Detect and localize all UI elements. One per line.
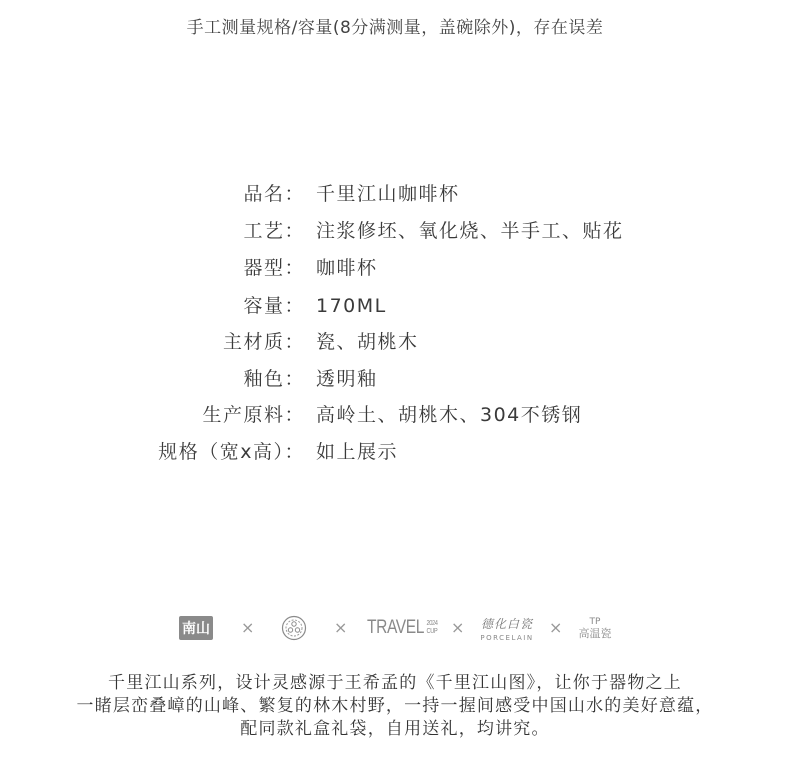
tp-logo-cn: 高温瓷 <box>578 626 612 640</box>
spec-value: 170ML <box>316 295 387 317</box>
spec-row-name <box>0 180 790 208</box>
description-line: 配同款礼盒礼袋，自用送礼，均讲究。 <box>240 719 550 739</box>
spec-row-raw-material <box>0 401 790 429</box>
separator: × <box>334 618 348 637</box>
spec-value: 高岭土、胡桃木、304不锈钢 <box>316 404 583 426</box>
spec-row-glaze <box>0 365 790 393</box>
spec-key: 工艺： <box>243 220 305 242</box>
travel-logo-text: TRAVEL <box>367 617 425 638</box>
separator: × <box>549 618 563 637</box>
dehua-porcelain-logo <box>478 608 536 648</box>
spec-key: 容量： <box>243 295 305 317</box>
spec-key: 规格（宽x高）： <box>158 441 305 463</box>
spec-key: 器型： <box>243 257 305 279</box>
dehua-logo-en: PORCELAIN <box>480 633 534 642</box>
spec-row-capacity <box>0 292 790 320</box>
spec-value: 注浆修坯、氧化烧、半手工、贴花 <box>316 220 624 242</box>
brand-logo-strip <box>0 608 790 648</box>
travel-logo-year: 2024 <box>426 620 438 627</box>
spec-value: 透明釉 <box>316 368 378 390</box>
description-line: 一睹层峦叠嶂的山峰、繁复的林木村野，一持一握间感受中国山水的美好意蕴， <box>76 696 714 716</box>
dehua-logo-cn: 德化白瓷 <box>480 616 533 631</box>
seal-logo-icon <box>280 608 308 648</box>
tp-logo <box>574 608 616 648</box>
spec-key: 釉色： <box>243 368 305 390</box>
separator: × <box>451 618 465 637</box>
spec-key: 品名： <box>243 183 305 205</box>
spec-row-shape <box>0 254 790 282</box>
tp-logo-en: TP <box>589 616 601 627</box>
spec-row-material <box>0 328 790 356</box>
separator: × <box>241 618 255 637</box>
spec-key: 主材质： <box>222 331 305 353</box>
spec-row-craft <box>0 217 790 245</box>
spec-value: 瓷、胡桃木 <box>316 331 419 353</box>
nanshan-logo <box>176 608 216 648</box>
travel-cup-logo <box>367 608 438 648</box>
nanshan-logo-text: 南山 <box>179 616 213 640</box>
spec-value: 咖啡杯 <box>316 257 378 279</box>
measurement-note: 手工测量规格/容量(8分满测量，盖碗除外)，存在误差 <box>186 18 604 38</box>
spec-key: 生产原料： <box>202 404 305 426</box>
spec-value: 千里江山咖啡杯 <box>316 183 460 205</box>
travel-logo-cup: CUP <box>426 628 438 635</box>
product-description <box>0 672 790 741</box>
spec-row-size <box>0 438 790 466</box>
description-line: 千里江山系列，设计灵感源于王希孟的《千里江山图》，让你于器物之上 <box>108 673 682 693</box>
spec-value: 如上展示 <box>316 441 399 463</box>
